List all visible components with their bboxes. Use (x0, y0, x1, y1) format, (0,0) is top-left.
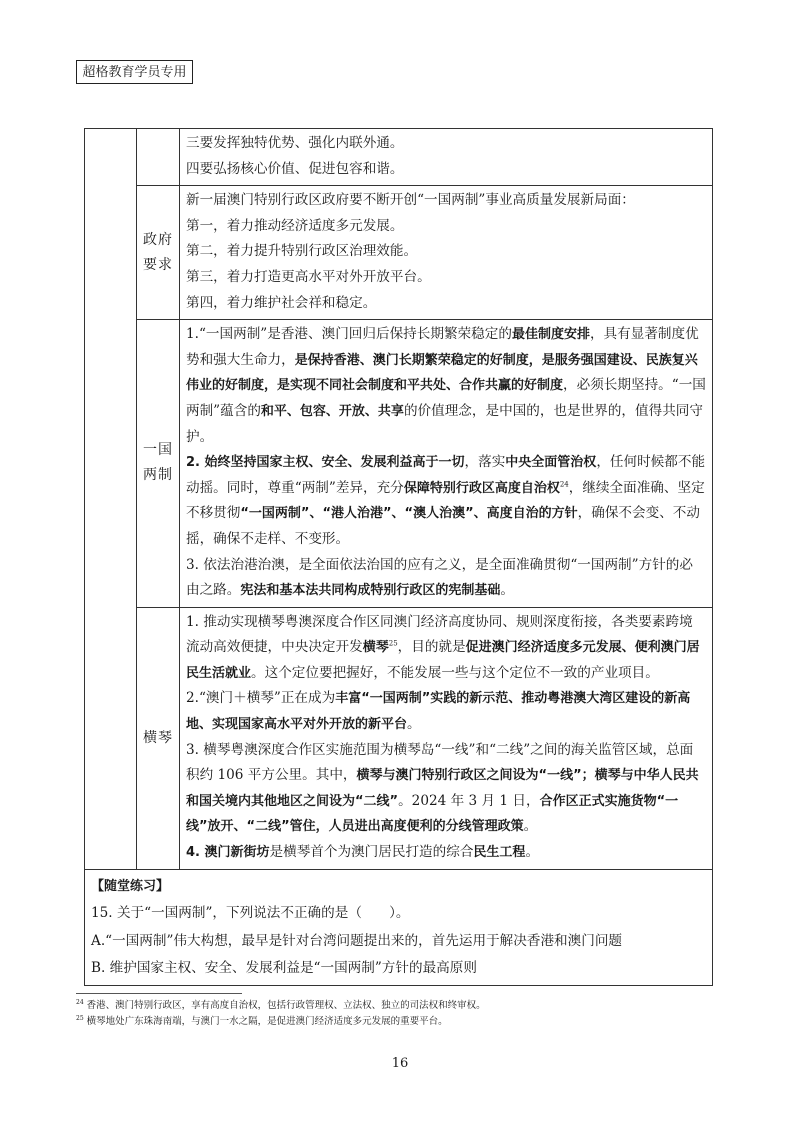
government-item-2: 第二，着力提升特别行政区治理效能。 (186, 243, 418, 260)
footnote-ref-24: 24 (559, 480, 569, 489)
one-country-two-systems-content (180, 320, 713, 608)
page-number: 16 (391, 1056, 409, 1071)
practice-section (85, 869, 713, 985)
hq-paragraph-1: 1. 推动实现横琴粤澳深度合作区同澳门经济高度协同、规则深度衔接，各类要素跨境流动高效便捷，中央决定开发横琴$^{25}$，目的就是促进澳门经济适度多元发展、便利澳门居民生活就业。这个定位要把握好，不能发展一些与这个定位不一致的产业项目。 (186, 613, 700, 681)
outer-category-cell (85, 129, 137, 870)
hq-paragraph-3: 3. 横琴粤澳深度合作区实施范围为横琴岛“一线”和“二线”之间的海关监管区域，总面积约 106 平方公里。其中，横琴与澳门特别行政区之间设为“一线”；横琴与中华人民共和国关境内其他地区之间设为“二线”。2024 年 3 月 1 日，合作区正式实施货物“一线”放开、“二线”管住，人员进出高度便利的分线管理政策。 (186, 741, 699, 835)
continued-line-1: 三要发挥独特优势、强化内联外通。 (186, 135, 404, 151)
practice-question: 15. 关于“一国两制”，下列说法不正确的是（ ）。 (91, 905, 410, 922)
hengqin-label: 横琴 (137, 607, 180, 869)
government-item-3: 第三，着力打造更高水平对外开放平台。 (186, 268, 431, 285)
hq-paragraph-2: 2.“澳门＋横琴”正在成为丰富“一国两制”实践的新示范、推动粤港澳大湾区建设的新高地、实现国家高水平对外开放的新平台。 (186, 690, 691, 733)
header-label: 超格教育学员专用 (76, 60, 193, 84)
oc-paragraph-3: 3. 依法治港治澳，是全面依法治国的应有之义，是全面准确贯彻“一国两制”方针的必由之路。宪法和基本法共同构成特别行政区的宪制基础。 (186, 556, 693, 599)
practice-option-b: B. 维护国家主权、安全、发展利益是“一国两制”方针的最高原则 (91, 960, 477, 977)
one-country-two-systems-label: 一国 两制 (137, 320, 180, 608)
footnote-divider (76, 993, 242, 994)
government-item-1: 第一，着力推动经济适度多元发展。 (186, 217, 404, 234)
oc-paragraph-2: 2. 始终坚持国家主权、安全、发展利益高于一切，落实中央全面管治权，任何时候都不能动摇。同时，尊重“两制”差异，充分保障特别行政区高度自治权$^{24}$，继续全面准确、坚定不移贯彻“一国两制”、“港人治港”、“澳人治澳”、高度自治的方针，确保不会变、不动摇，确保不走样、不变形。 (186, 454, 706, 547)
hengqin-content (180, 607, 713, 869)
government-item-4: 第四，着力维护社会祥和稳定。 (186, 294, 377, 311)
footnote-25: $^{25}$ 横琴地处广东珠海南端，与澳门一水之隔，是促进澳门经济适度多元发展的重要平台。 (76, 1014, 448, 1027)
content-table (84, 128, 713, 986)
continued-line-2: 四要弘扬核心价值、促进包容和谐。 (186, 160, 404, 177)
practice-option-a: A.“一国两制”伟大构想，最早是针对台湾问题提出来的，首先运用于解决香港和澳门问题 (91, 932, 623, 949)
continued-content-cell (180, 129, 713, 186)
hq-paragraph-4: 4. 澳门新街坊是横琴首个为澳门居民打造的综合民生工程。 (186, 844, 540, 861)
government-label: 政府 要求 (137, 186, 180, 320)
government-intro: 新一届澳门特别行政区政府要不断开创“一国两制”事业高质量发展新局面： (186, 192, 635, 209)
government-content (180, 186, 713, 320)
practice-heading: 【随堂练习】 (91, 878, 170, 894)
footnote-ref-25: 25 (388, 639, 398, 648)
footnote-24: $^{24}$ 香港、澳门特别行政区，享有高度自治权，包括行政管理权、立法权、独立的司法权和终审权。 (76, 998, 486, 1011)
oc-paragraph-1: 1.“一国两制”是香港、澳门回归后保持长期繁荣稳定的最佳制度安排，具有显著制度优势和强大生命力，是保持香港、澳门长期繁荣稳定的好制度，是服务强国建设、民族复兴伟业的好制度，是实现不同社会制度和平共处、合作共赢的好制度，必须长期坚持。“一国两制”蕴含的和平、包容、开放、共享的价值理念，是中国的，也是世界的，值得共同守护。 (186, 326, 706, 445)
footnotes (76, 998, 726, 1030)
continued-label-cell (137, 129, 180, 186)
